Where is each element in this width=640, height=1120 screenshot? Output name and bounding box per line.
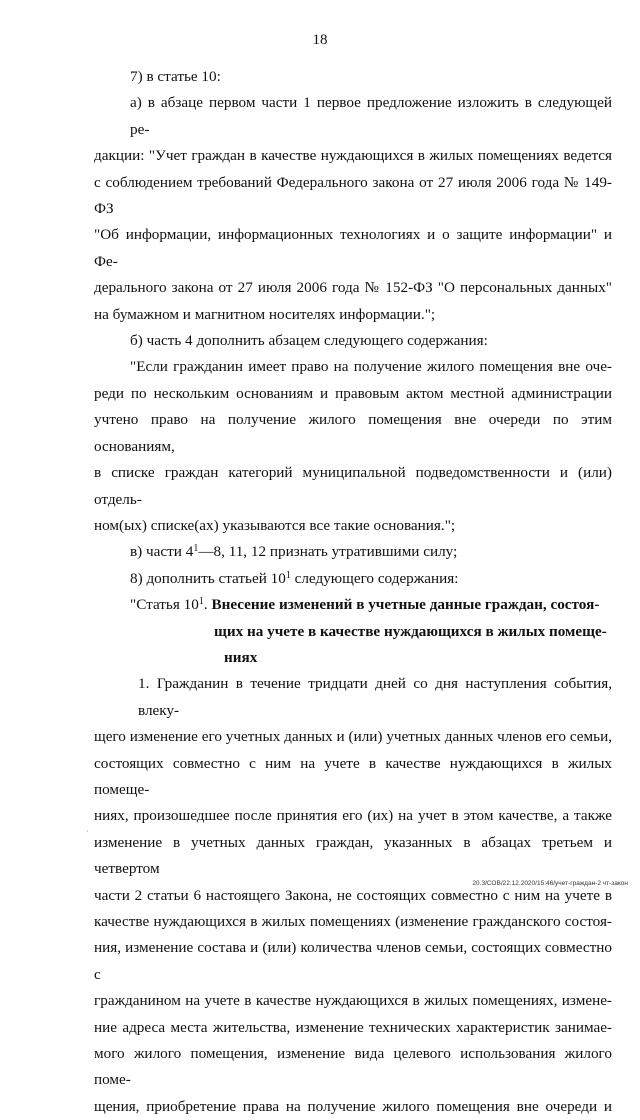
paragraph-line: дакции: "Учет граждан в качестве нуждающихся в жилых помещениях ведется [94, 147, 612, 165]
paragraph-line: состоящих совместно с ним на учете в качестве нуждающихся в жилых помеще- [94, 754, 612, 798]
superscript: 1 [198, 596, 204, 608]
paragraph-line: а) в абзаце первом части 1 первое предложение изложить в следующей ре- [130, 94, 612, 138]
footer-reference: 20.3/СОВ/22.12.2020/15:46/учет-граждан-2 чт-закон [472, 880, 628, 887]
text-run: "Статья 10 [130, 596, 199, 614]
paragraph-line: гражданином на учете в качестве нуждающихся в жилых помещениях, измене- [94, 992, 612, 1010]
paragraph-line: качестве нуждающихся в жилых помещениях (изменение гражданского состоя- [94, 913, 612, 930]
paragraph-line: "Об информации, информационных технологиях и о защите информации" и Фе- [94, 226, 612, 270]
paragraph-line [94, 539, 612, 565]
paragraph-line: б) часть 4 дополнить абзацем следующего содержания: [130, 332, 488, 350]
paragraph-line: учтено право на получение жилого помещения вне очереди по этим основаниям, [94, 411, 612, 455]
article-title [94, 592, 612, 618]
text-run: . [203, 596, 212, 614]
paragraph-line: ния, изменение состава и (или) количества членов семьи, состоящих совместно с [94, 939, 612, 983]
text-run: —8, 11, 12 признать утратившими силу; [198, 543, 458, 561]
paragraph-line: "Если гражданин имеет право на получение жилого помещения вне оче- [130, 358, 612, 376]
paragraph-line: ние адреса места жительства, изменение технических характеристик занимае- [94, 1018, 612, 1036]
paragraph-line: 7) в статье 10: [130, 68, 221, 85]
paragraph-line: изменение в учетных данных граждан, указанных в абзацах третьем и четвертом [94, 833, 612, 878]
superscript: 1 [193, 543, 199, 555]
paragraph-line: мого жилого помещения, изменение вида целевого использования жилого поме- [94, 1045, 612, 1089]
margin-mark: · [86, 826, 89, 836]
paragraph-line: ном(ых) списке(ах) указываются все такие основания."; [94, 516, 456, 534]
article-heading-cont: щих на учете в качестве нуждающихся в жилых помеще- [214, 622, 607, 640]
text-run: в) части 4 [130, 543, 194, 561]
paragraph-line: реди по нескольким основаниям и правовым актом местной администрации [94, 384, 612, 402]
text-run: 8) дополнить статьей 10 [130, 569, 286, 587]
paragraph-line: 1. Гражданин в течение тридцати дней со дня наступления события, влеку- [138, 675, 612, 719]
paragraph-line: на бумажном и магнитном носителях информации."; [94, 305, 436, 323]
paragraph-line: с соблюдением требований Федерального закона от 27 июля 2006 года № 149-ФЗ [94, 173, 612, 218]
paragraph-line: щего изменение его учетных данных и (или) учетных данных членов его семьи, [94, 728, 612, 746]
article-heading-cont: ниях [224, 648, 258, 666]
text-run: следующего содержания: [290, 569, 459, 587]
paragraph-line: дерального закона от 27 июля 2006 года № 152-ФЗ "О персональных данных" [94, 279, 612, 297]
page-number: 18 [312, 32, 328, 48]
paragraph-line: части 2 статьи 6 настоящего Закона, не состоящих совместно с ним на учете в [94, 886, 612, 904]
paragraph-line: ниях, произошедшее после принятия его (их) на учет в этом качестве, а также [94, 807, 612, 825]
paragraph-line: в списке граждан категорий муниципальной подведомственности и (или) отдель- [94, 464, 612, 508]
superscript: 1 [285, 569, 291, 581]
paragraph-line: щения, приобретение права на получение жилого помещения вне очереди и [94, 1097, 612, 1115]
article-heading: Внесение изменений в учетные данные граждан, состоя- [211, 596, 600, 614]
paragraph-line [94, 566, 612, 592]
document-body [94, 64, 612, 1120]
